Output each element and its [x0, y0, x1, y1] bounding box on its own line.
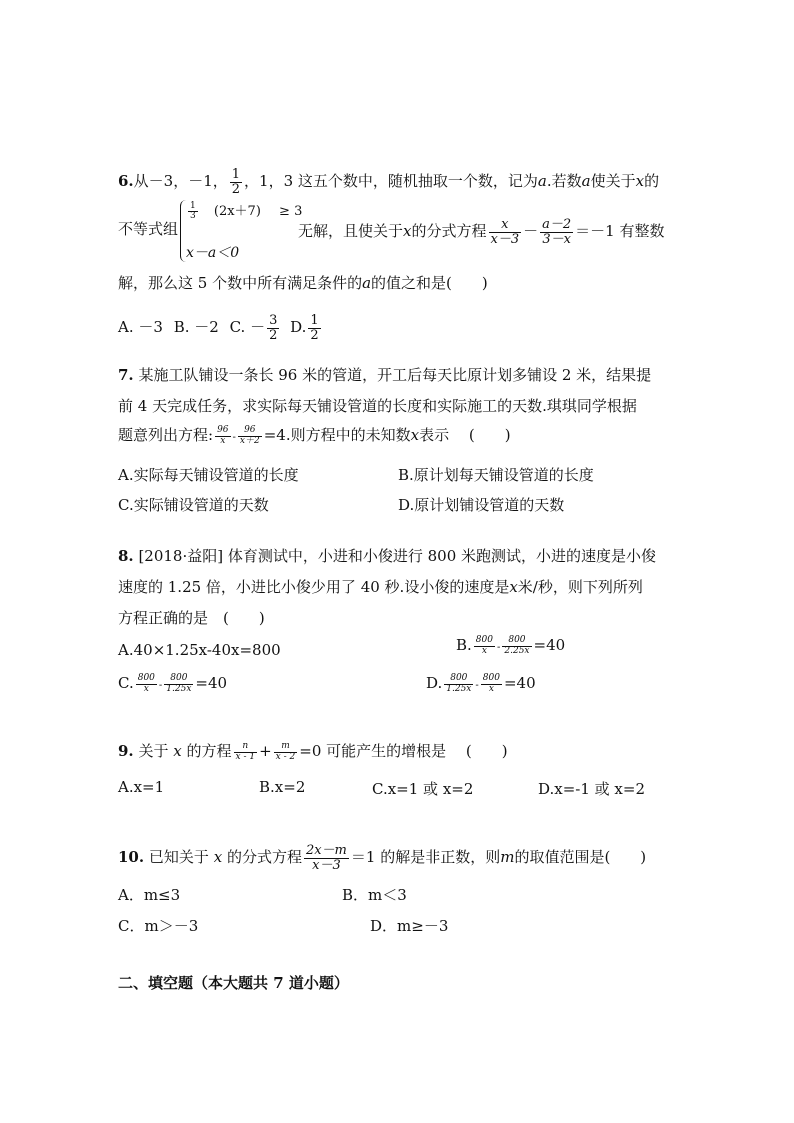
q7-option-b: B.原计划每天铺设管道的长度	[398, 466, 594, 484]
q10-option-d: D．m≥－3	[370, 917, 449, 935]
q7-text-3b: =4.则方程中的未知数	[263, 426, 411, 444]
q6-var-x-2: x	[403, 222, 412, 241]
q9-option-c: C.x=1 或 x=2	[372, 780, 474, 798]
q9-option-d: D.x=-1 或 x=2	[538, 780, 646, 798]
q6-sys-fraction: $\frac{1}{3}$	[190, 200, 196, 221]
q6-eq-fraction-2: $\frac{a-2}{3-x}$	[542, 217, 572, 247]
q6-option-c: C. － $\frac{3}{2}$	[229, 313, 278, 343]
q6-var-a: a	[537, 172, 547, 191]
q6-eq-fraction-1: $\frac{x}{x-3}$	[490, 217, 520, 247]
q10-text-1c: ＝1 的解是非正数，则	[350, 848, 501, 867]
q8-option-d: D. $\frac{800}{1.25x}$ - $\frac{800}{x}$ =40	[426, 673, 536, 694]
q7-number: 7.	[118, 366, 134, 384]
q10-line-1	[118, 844, 646, 872]
q6-var-x: x	[635, 172, 645, 191]
q7-var-x: x	[410, 426, 420, 444]
q6-inequality-system	[180, 200, 303, 262]
q6-option-d: D. $\frac{1}{2}$	[290, 313, 319, 343]
q7-text-3a: 题意列出方程:	[118, 426, 214, 444]
q10-option-c: C．m＞－3	[118, 917, 199, 935]
q9-line-1	[118, 740, 508, 762]
q6-text-1d: 使关于	[590, 172, 636, 191]
q8-option-b-fraction-2: $\frac{800}{2.25x}$	[504, 635, 530, 656]
q6-half-fraction: $\frac{1}{2}$	[231, 167, 241, 197]
q8-text-2a: 速度的 1.25 倍，小进比小俊少用了 40 秒.设小俊的速度是	[118, 578, 510, 596]
q8-option-d-fraction-1: $\frac{800}{1.25x}$	[446, 673, 472, 694]
q7-option-c: C.实际铺设管道的天数	[118, 496, 269, 514]
q8-option-c-fraction-2: $\frac{800}{1.25x}$	[166, 673, 192, 694]
q10-fraction: $\frac{2x-m}{x-3}$	[305, 843, 347, 873]
q6-text-2b: 无解，且使关于	[298, 222, 404, 241]
q6-options	[118, 314, 323, 342]
q8-text-2b: 米/秒，则下列所列	[517, 578, 643, 596]
q6-option-d-fraction: $\frac{1}{2}$	[310, 313, 319, 343]
q10-text-1d: 的取值范围是( )	[514, 848, 647, 867]
q10-text-1a: 已知关于	[148, 848, 209, 867]
q6-text-3a: 解，那么这 5 个数中所有满足条件的	[118, 274, 363, 292]
q6-var-a-3: a	[362, 274, 372, 292]
q9-option-b: B.x=2	[259, 778, 306, 796]
q8-line-1	[118, 545, 656, 566]
q7-fraction-1: $\frac{96}{x}$	[217, 425, 229, 446]
q7-line-2	[118, 395, 637, 416]
q6-text-3b: 的值之和是( )	[371, 274, 488, 292]
q7-option-d: D.原计划铺设管道的天数	[398, 496, 565, 514]
q7-line-1	[118, 364, 651, 385]
q9-option-a: A.x=1	[118, 778, 165, 796]
q8-option-d-fraction-2: $\frac{800}{x}$	[482, 673, 500, 694]
q6-option-a: A. －3	[118, 318, 163, 337]
q8-option-b: B. $\frac{800}{x}$ - $\frac{800}{2.25x}$ =40	[456, 635, 566, 656]
q8-option-c-fraction-1: $\frac{800}{x}$	[137, 673, 155, 694]
q6-sys-bottom: x－a＜0	[186, 245, 240, 261]
q9-fraction-1: $\frac{n}{x - 1}$	[235, 741, 256, 762]
q6-text-2a: 不等式组	[118, 220, 179, 238]
q8-option-a: A.40×1.25x-40x=800	[118, 641, 281, 659]
q8-text-1: [2018·益阳] 体育测试中，小进和小俊进行 800 米跑测试，小进的速度是小俊	[138, 547, 657, 565]
q6-line-3	[118, 272, 488, 293]
q8-line-3	[118, 607, 265, 628]
q10-var-m: m	[500, 848, 515, 867]
q9-number: 9.	[118, 742, 134, 760]
q6-option-b: B. －2	[173, 318, 219, 337]
q6-text-1b: ，1，3 这五个数中，随机抽取一个数，记为	[244, 172, 538, 191]
q9-plus: +	[259, 742, 272, 760]
q7-text-1: 某施工队铺设一条长 96 米的管道，开工后每天比原计划多铺设 2 米，结果提	[138, 366, 652, 384]
q8-number: 8.	[118, 547, 134, 565]
q7-text-3c: 表示 ( )	[419, 426, 511, 444]
q6-var-a-2: a	[581, 172, 591, 191]
q8-text-3: 方程正确的是 ( )	[118, 609, 265, 627]
q6-text-1e: 的	[644, 172, 660, 191]
q6-option-c-fraction: $\frac{3}{2}$	[269, 313, 278, 343]
q9-fraction-2: $\frac{m}{x - 2}$	[275, 741, 296, 762]
q6-text-2c: 的分式方程	[411, 222, 487, 241]
q8-option-c: C. $\frac{800}{x}$ - $\frac{800}{1.25x}$ =40	[118, 673, 228, 694]
q6-text-2d: ＝－1 有整数	[575, 222, 665, 241]
q9-text-1b: 的方程	[186, 742, 232, 760]
q6-line-2	[118, 218, 178, 239]
q8-option-b-fraction-1: $\frac{800}{x}$	[475, 635, 493, 656]
q6-line-2-rest	[298, 218, 664, 246]
q10-option-b: B．m＜3	[342, 886, 407, 904]
q6-minus: －	[523, 222, 539, 241]
q10-var-x: x	[213, 848, 223, 867]
q6-text-1a: 从－3，－1，	[133, 172, 228, 191]
section-2-heading: 二、填空题（本大题共 7 道小题）	[118, 974, 349, 992]
q10-number: 10.	[118, 848, 145, 867]
q7-option-a: A.实际每天铺设管道的长度	[118, 466, 299, 484]
q8-line-2	[118, 576, 643, 597]
q7-fraction-2: $\frac{96}{x+2}$	[239, 425, 260, 446]
q7-text-2: 前 4 天完成任务，求实际每天铺设管道的长度和实际施工的天数.琪琪同学根据	[118, 397, 637, 415]
q6-line-1	[118, 168, 659, 196]
q8-var-x: x	[509, 578, 518, 596]
q10-option-a: A．m≤3	[118, 886, 181, 904]
q9-var-x: x	[173, 742, 182, 760]
q7-line-3	[118, 424, 511, 446]
q9-text-1a: 关于	[138, 742, 169, 760]
q6-number: 6.	[118, 172, 134, 191]
q9-text-1c: =0 可能产生的增根是 ( )	[299, 742, 508, 760]
q6-sys-top-expr: (2x＋7)	[213, 204, 261, 219]
q6-text-1c: .若数	[546, 172, 582, 191]
q6-sys-top-rel: ≥ 3	[279, 204, 303, 219]
q7-dash: -	[232, 432, 236, 443]
q10-text-1b: 的分式方程	[226, 848, 302, 867]
